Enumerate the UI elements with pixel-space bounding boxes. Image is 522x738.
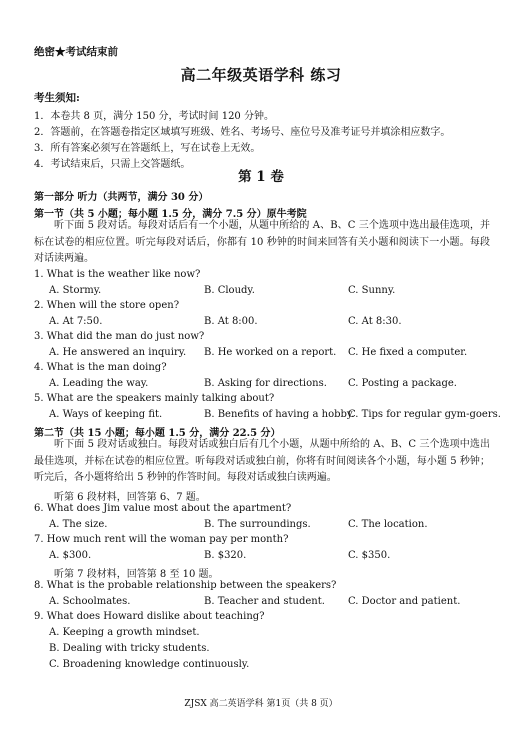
material-7-note: 听第 7 段材料，回答第 8 至 10 题。	[54, 569, 219, 580]
option-b: B. Asking for directions.	[204, 378, 327, 389]
option-b: B. Dealing with tricky students.	[49, 643, 210, 654]
option-a: A. $300.	[49, 550, 92, 561]
part1-heading: 第一部分 听力（共两节，满分 30 分）	[34, 192, 209, 203]
option-a: A. Stormy.	[49, 285, 102, 296]
section2-heading: 第二节（共 15 小题；每小题 1.5 分，满分 22.5 分）	[34, 428, 281, 439]
notice-item: 4．考试结束后，只需上交答题纸。	[34, 159, 191, 170]
section1-heading: 第一节（共 5 小题；每小题 1.5 分，满分 7.5 分）原牛考院	[34, 209, 307, 220]
volume-heading: 第 1 卷	[238, 169, 284, 185]
notice-item: 2．答题前，在答题卷指定区域填写班级、姓名、考场号、座位号及准考证号并填涂相应数字。	[34, 127, 451, 138]
option-b: B. The surroundings.	[204, 519, 311, 530]
option-b: B. At 8:00.	[204, 316, 258, 327]
option-c: C. The location.	[348, 519, 428, 530]
section1-instructions: 听下面 5 段对话。每段对话后有一个小题，从题中所给的 A、B、C 三个选项中选出最佳选项，并标在试卷的相应位置。听完每段对话后，你都有 10 秒钟的时间来回答有关小题和阅读下一小题。每段对话读两遍。	[34, 220, 490, 264]
notice-item: 3．所有答案必须写在答题纸上，写在试卷上无效。	[34, 143, 261, 154]
notice-heading: 考生须知:	[34, 92, 80, 104]
option-a: A. Leading the way.	[49, 378, 149, 389]
option-a: A. Ways of keeping fit.	[49, 409, 163, 420]
option-c: C. At 8:30.	[348, 316, 402, 327]
question-9: 9. What does Howard dislike about teaching?	[34, 611, 265, 622]
page-footer: ZJSX 高二英语学科 第1页（共 8 页）	[184, 699, 338, 709]
question-8: 8. What is the probable relationship between the speakers?	[34, 580, 337, 591]
material-6-note: 听第 6 段材料，回答第 6、7 题。	[54, 492, 206, 503]
question-1: 1. What is the weather like now?	[34, 269, 201, 280]
option-c: C. Doctor and patient.	[348, 596, 461, 607]
question-5: 5. What are the speakers mainly talking about?	[34, 393, 275, 404]
option-b: B. $320.	[204, 550, 247, 561]
page-title: 高二年级英语学科 练习	[180, 66, 342, 84]
option-a: A. At 7:50.	[49, 316, 103, 327]
section2-instructions: 听下面 5 段对话或独白。每段对话或独白后有几个小题，从题中所给的 A、B、C 三个选项中选出最佳选项，并标在试卷的相应位置。听每段对话或独白前，你将有时间阅读各个小题，每小题 5 秒钟；听完后，各小题将给出 5 秒钟的作答时间。每段对话或独白读两遍。	[34, 439, 490, 483]
option-b: B. Teacher and student.	[204, 596, 325, 607]
question-2: 2. When will the store open?	[34, 300, 180, 311]
notice-item: 1．本卷共 8 页，满分 150 分，考试时间 120 分钟。	[34, 111, 274, 122]
question-3: 3. What did the man do just now?	[34, 331, 205, 342]
confidential-label: 绝密★考试结束前	[34, 46, 118, 58]
option-c: C. Posting a package.	[348, 378, 457, 389]
option-a: A. He answered an inquiry.	[49, 347, 187, 358]
option-a: A. Keeping a growth mindset.	[49, 627, 200, 638]
option-c: C. Sunny.	[348, 285, 396, 296]
option-c: C. Broadening knowledge continuously.	[49, 659, 250, 670]
option-c: C. He fixed a computer.	[348, 347, 468, 358]
option-a: A. The size.	[49, 519, 108, 530]
option-b: B. He worked on a report.	[204, 347, 337, 358]
option-a: A. Schoolmates.	[49, 596, 131, 607]
question-7: 7. How much rent will the woman pay per month?	[34, 534, 289, 545]
option-c: C. Tips for regular gym-goers.	[348, 409, 501, 420]
question-4: 4. What is the man doing?	[34, 362, 167, 373]
option-c: C. $350.	[348, 550, 391, 561]
option-b: B. Benefits of having a hobby.	[204, 409, 355, 420]
option-b: B. Cloudy.	[204, 285, 255, 296]
question-6: 6. What does Jim value most about the apartment?	[34, 503, 292, 514]
